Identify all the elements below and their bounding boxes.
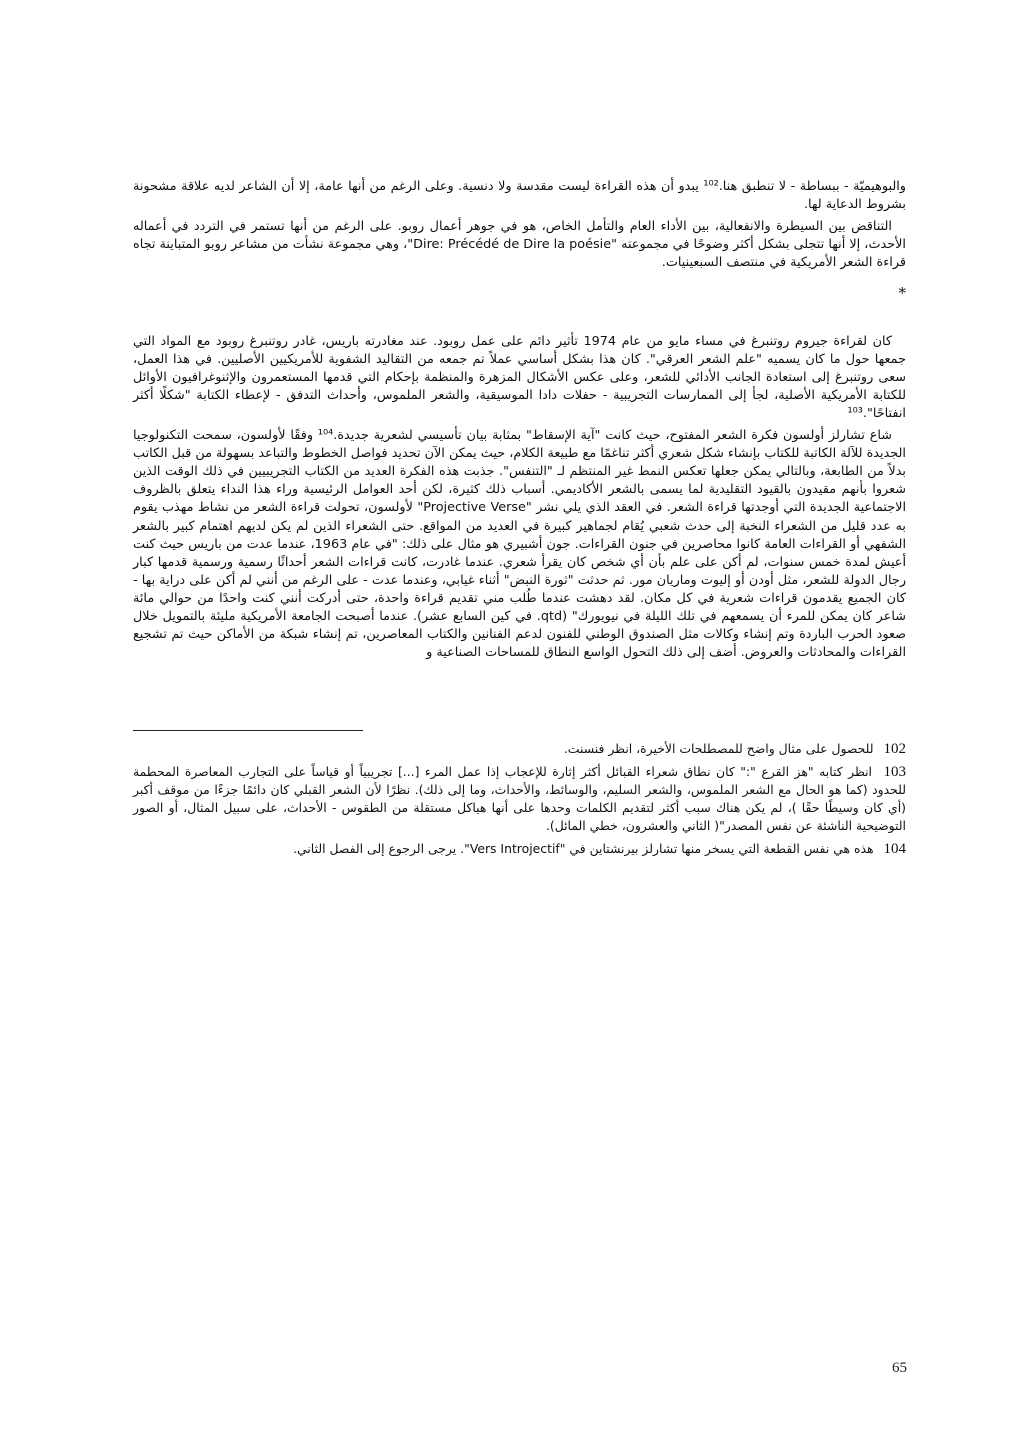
- footnote-103: [133, 763, 906, 835]
- paragraph-4: شاع تشارلز أولسون فكرة الشعر المفتوح، حيث كانت "آية الإسقاط" بمثابة بيان تأسيسي لشعرية جديدة.¹⁰⁴ وفقًا لأولسون، سمحت التكنولوجيا الجديدة للآلة الكاتبة للكتاب بإنشاء شكل شعري أكثر تناغمًا مع طبيعة الكلام، حيث يمكن الآن تحديد فواصل الخطوط والتباعد بسهولة من قبل الكاتب بدلاً من الطابعة، وبالتالي يمكن جعلها تعكس النمط غير المنتظم لـ "التنفس". جذبت هذه الفكرة العديد من الكتاب التجريبيين في ذلك الوقت الذين شعروا بأنهم مقيدون بالقيود التقليدية لما يسمى بالشعر الأكاديمي. أسباب ذلك كثيرة، لكن أحد العوامل الرئيسية وراء هذا النداء يتعلق بالظروف الاجتماعية الجديدة التي أوجدتها قراءة الشعر. في العقد الذي يلي نشر "Projective Verse" لأولسون، تحولت قراءة الشعر من نشاط مهذب يقوم به عدد قليل من الشعراء النخبة إلى حدث شعبي يُقام لجماهير كبيرة في العديد من المواقع. حتى الشعراء الذين لم يكن لديهم اهتمام كبير بالشعر الشفهي أو القراءات العامة كانوا محاصرين في جنون القراءات. جون أشبيري هو مثال على ذلك: "في عام 1963، عندما عدت من باريس حيث كنت أعيش لمدة خمس سنوات، لم أكن على علم بأن أي شخص كان يقرأ شعري. عندما غادرت، كانت قراءات الشعر أحداثًا رسمية ورسمية قدمها كبار رجال الدولة للشعر، مثل أودن أو إليوت وماريان مور. ثم حدثت "ثورة النبض" أثناء غيابي، وعندما عدت - على الرغم من أنني لم أكن على دراية بها - كان الجميع يقدمون قراءات شعرية في كل مكان. لقد دهشت عندما طُلب مني تقديم قراءة واحدة، حتى أدركت أنني كنت واحدًا من حوالي مائة شاعر كان يمكن للمرء أن يسمعهم في تلك الليلة في نيويورك" (qtd. في كين السابع عشر). عندما أصبحت الجامعة الأمريكية مليئة بالتمويل خلال صعود الحرب الباردة وتم إنشاء وكالات مثل الصندوق الوطني للفنون لدعم الفنانين والكتاب المعاصرين، تم إنشاء شبكة من الأماكن حيث تم تشجيع القراءات والمحادثات والعروض. أضف إلى ذلك التحول الواسع النطاق للمساحات الصناعية و: [133, 428, 907, 661]
- page-number: 65: [892, 1360, 907, 1376]
- footnote-text: للحصول على مثال واضح للمصطلحات الأخيرة، انظر فنسنت.: [563, 741, 874, 756]
- footnote-text: انظر كتابه "هز القرع ":" كان نطاق شعراء القبائل أكثر إثارة للإعجاب إذا عمل المرء [...] تجريبياً أو قياساً على التجارب المعاصرة المحطمة للحدود (كما هو الحال مع الشعر الملموس، والشعر السليم، والوسائط، والأحداث، وما إلى ذلك). نظرًا لأن الشعر القبلي كان دائمًا جزءًا من موقف أكبر (أي كان وسيطًا حقًا )، لم يكن هناك سبب أكثر لتقديم الكلمات وحدها على أنها هياكل مستقلة من الطقوس - الأحداث، على سبيل المثال، أو الصور التوضيحية الناشئة عن نفس المصدر"( الثاني والعشرون، خطي المائل).: [133, 764, 906, 833]
- footnote-number: 103: [883, 764, 906, 780]
- footnote-104: [133, 840, 906, 858]
- footnotes: [133, 740, 906, 863]
- footnote-102: [133, 740, 906, 758]
- footnote-number: 104: [883, 841, 906, 857]
- section-separator: *: [898, 284, 906, 303]
- footnote-separator-line: [133, 730, 363, 731]
- body-text: [133, 178, 906, 662]
- paragraph-1: والبوهيميّة - ببساطة - لا تنطبق هنا.¹⁰² يبدو أن هذه القراءة ليست مقدسة ولا دنسية. وعلى الرغم من أنها عامة، إلا أن الشاعر لديه علاقة مشحونة بشروط الدعاية لها.: [133, 179, 906, 213]
- paragraph-2: التناقض بين السيطرة والانفعالية، بين الأداء العام والتأمل الخاص، هو في جوهر أعمال روبو. على الرغم من أنها تستمر في التردد في أعماله الأحدث، إلا أنها تتجلى بشكل أكثر وضوحًا في مجموعته "Dire: Précédé de Dire la poésie"، وهي مجموعة نشأت من مشاعر روبو المتباينة تجاه قراءة الشعر الأمريكية في منتصف السبعينيات.: [133, 219, 906, 271]
- footnote-text: هذه هي نفس القطعة التي يسخر منها تشارلز بيرنشتاين في "Vers Introjectif". يرجى الرجوع إلى الفصل الثاني.: [293, 841, 874, 856]
- footnote-number: 102: [883, 741, 906, 757]
- paragraph-3: كان لقراءة جيروم روتنبرغ في مساء مايو من عام 1974 تأثير دائم على عمل روبود. عند مغادرته باريس، غادر روتنبرغ روبود مع المواد التي جمعها حول ما كان يسميه "علم الشعر العرقي". كان هذا بشكل أساسي عملاً تم جمعه من التقاليد الشفوية للأمريكيين الأصليين. في هذا العمل، سعى روتنبرغ إلى استعادة الجانب الأدائي للشعر، وعلى عكس الأشكال المزهرة والمنظمة بإحكام التي قدمها المستعمرون والإثنوغرافيون الأوائل للكتابة الأمريكية الأصلية، لجأ إلى الممارسات التجريبية - حفلات دادا الموسيقية، والشعر الملموس، وأحداث التدفق - لإعطاء الكتابة "شكلًا أكثر انفتاحًا".¹⁰³: [133, 333, 906, 421]
